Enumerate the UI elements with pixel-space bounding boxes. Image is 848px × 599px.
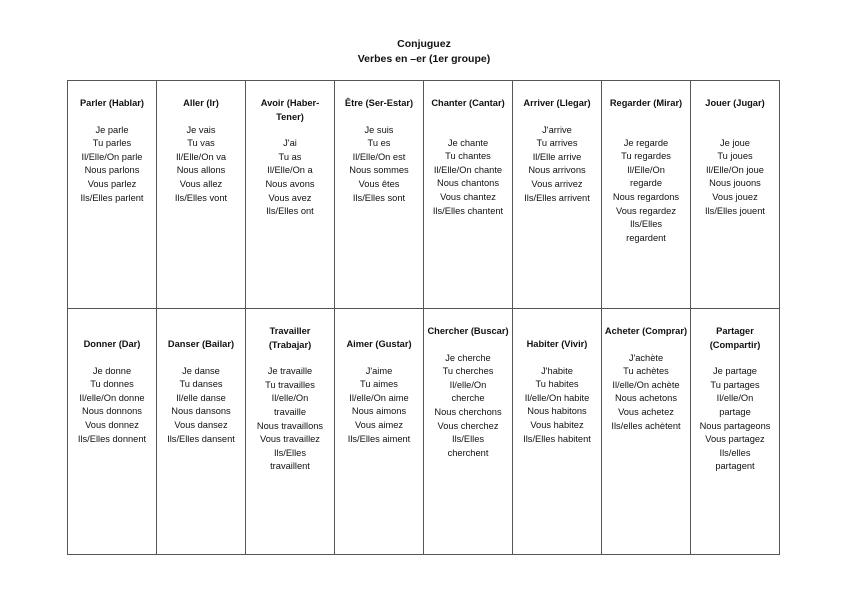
conjugation-form: Vous cherchez [437, 420, 499, 431]
verb-heading: Aller (Ir) [183, 98, 219, 108]
conjugation-form: Nous achetons [614, 393, 677, 404]
conjugation-form: Tu vas [187, 138, 215, 149]
conjugation-form: Il/elle/On aime [349, 392, 409, 403]
verb-cell [157, 81, 246, 309]
conjugation-form: Ils/elles partagent [715, 447, 755, 472]
verb-heading: Jouer (Jugar) [705, 98, 765, 108]
conjugation-form: Tu chantes [445, 151, 491, 162]
conjugation-form: Vous parlez [87, 178, 137, 189]
conjugation-form: Il/elle/On habite [524, 392, 590, 403]
conjugation-form: Nous parlons [84, 165, 140, 176]
conjugation-form: Je cherche [445, 352, 491, 363]
conjugation-form: Vous partagez [705, 434, 765, 445]
verb-cell [602, 309, 691, 555]
verb-heading: Parler (Hablar) [79, 98, 145, 108]
table-row [68, 309, 780, 555]
conjugation-form: Je donne [92, 365, 132, 376]
verb-heading: Danser (Bailar) [167, 339, 235, 349]
verb-heading: Arriver (Llegar) [523, 98, 591, 108]
conjugation-form: Ils/Elles travaillent [270, 447, 310, 472]
conjugation-form: Je regarde [623, 137, 669, 148]
conjugation-list [433, 137, 503, 219]
verb-cell [691, 81, 780, 309]
verb-cell [335, 81, 424, 309]
conjugation-form: Je suis [364, 124, 394, 135]
conjugation-form: Il/Elle/On a [267, 165, 313, 176]
conjugation-form: J'arrive [542, 124, 572, 135]
conjugation-form: Ils/Elles regardent [626, 219, 666, 243]
conjugation-table-body [68, 81, 780, 555]
verb-heading: Donner (Dar) [83, 339, 141, 349]
verb-heading: Partager (Compartir) [709, 326, 761, 350]
conjugation-form: Nous donnons [82, 406, 142, 417]
verb-cell [68, 81, 157, 309]
verb-cell [424, 81, 513, 309]
conjugation-form: Il/elle/On cherche [449, 379, 487, 404]
verb-cell [602, 81, 691, 309]
conjugation-form: Il/Elle/On regarde [627, 164, 665, 189]
conjugation-form: Vous regardez [616, 205, 676, 216]
conjugation-form: Tu habites [535, 379, 579, 390]
conjugation-form: Tu aimes [360, 379, 398, 390]
conjugation-list [265, 137, 314, 219]
conjugation-form: Il/Elle arrive [532, 151, 582, 162]
verb-heading: Être (Ser-Estar) [344, 98, 414, 108]
conjugation-form: Il/elle/On partage [716, 393, 754, 417]
conjugation-form: Vous arrivez [531, 178, 583, 189]
conjugation-form: Tu regardes [621, 151, 671, 162]
conjugation-form: Tu travailles [265, 379, 315, 390]
verb-cell [691, 309, 780, 555]
conjugation-form: Il/Elle/On parle [81, 151, 143, 162]
document-title [0, 37, 848, 67]
conjugation-form: Il/Elle/On chante [433, 164, 503, 175]
conjugation-list [80, 124, 143, 206]
conjugation-table [67, 80, 780, 555]
conjugation-form: Je danse [182, 365, 220, 376]
conjugation-form: Vous chantez [440, 191, 496, 202]
conjugation-form: Il/elle/On donne [79, 392, 145, 403]
conjugation-form: Nous dansons [171, 406, 231, 417]
conjugation-list [434, 352, 501, 461]
conjugation-form: Nous allons [176, 165, 226, 176]
conjugation-form: Ils/Elles chantent [432, 205, 504, 216]
conjugation-form: Nous regardons [612, 191, 680, 202]
conjugation-form: Il/elle/On travaille [271, 393, 309, 417]
verb-cell [68, 309, 157, 555]
conjugation-form: Tu danses [179, 379, 223, 390]
conjugation-form: Nous sommes [349, 165, 409, 176]
conjugation-form: Nous jouons [709, 178, 761, 189]
conjugation-form: Vous êtes [358, 178, 400, 189]
conjugation-list [257, 365, 323, 474]
verb-heading: Travailler (Trabajar) [268, 326, 312, 350]
subtitle-line: Verbes en –er (1er groupe) [357, 53, 491, 65]
conjugation-form: Je vais [186, 124, 216, 135]
verb-cell [246, 309, 335, 555]
conjugation-form: Vous donnez [85, 419, 139, 430]
conjugation-list [700, 365, 771, 474]
conjugation-form: Vous achetez [618, 406, 674, 417]
conjugation-form: Ils/Elles aiment [347, 433, 411, 444]
conjugation-list [524, 124, 590, 206]
conjugation-form: Il/Elle/On joue [706, 164, 764, 175]
conjugation-list [78, 365, 146, 447]
conjugation-form: Vous avez [268, 192, 312, 203]
conjugation-form: Vous allez [179, 178, 223, 189]
verb-cell [424, 309, 513, 555]
conjugation-form: Ils/Elles jouent [705, 205, 765, 216]
conjugation-form: Nous travaillons [256, 420, 324, 431]
conjugation-form: Il/elle/On achète [612, 379, 680, 390]
conjugation-form: Je travaille [267, 366, 313, 377]
conjugation-form: Ils/Elles arrivent [524, 192, 590, 203]
conjugation-form: Nous chantons [436, 178, 500, 189]
conjugation-form: Ils/Elles parlent [80, 192, 144, 203]
conjugation-form: J'habite [541, 365, 573, 376]
verb-cell [246, 81, 335, 309]
table-row [68, 81, 780, 309]
conjugation-form: Ils/Elles ont [266, 206, 314, 217]
conjugation-form: Vous habitez [530, 419, 584, 430]
conjugation-form: Tu donnes [90, 379, 134, 390]
conjugation-list [523, 365, 591, 447]
conjugation-form: Tu arrives [536, 138, 578, 149]
conjugation-form: Il/elle danse [176, 392, 226, 403]
conjugation-list [349, 124, 408, 206]
conjugation-form: Nous cherchons [434, 406, 502, 417]
verb-heading: Habiter (Vivir) [526, 339, 588, 349]
conjugation-form: Je joue [720, 137, 750, 148]
conjugation-form: Ils/elles achètent [611, 420, 681, 431]
conjugation-list [611, 352, 680, 434]
verb-heading: Acheter (Comprar) [604, 326, 688, 336]
conjugation-list [167, 365, 235, 447]
conjugation-form: Tu partages [710, 379, 760, 390]
verb-heading: Chercher (Buscar) [427, 326, 509, 336]
verb-heading: Avoir (Haber- Tener) [260, 98, 320, 122]
conjugation-form: Vous dansez [174, 419, 228, 430]
conjugation-form: Tu es [367, 138, 391, 149]
conjugation-form: Ils/Elles vont [174, 192, 228, 203]
conjugation-form: Vous aimez [354, 419, 404, 430]
conjugation-form: Tu achètes [623, 366, 669, 377]
conjugation-form: Ils/Elles cherchent [447, 434, 489, 458]
conjugation-form: Tu as [278, 151, 302, 162]
conjugation-form: Vous jouez [712, 191, 758, 202]
conjugation-form: Ils/Elles dansent [167, 433, 235, 444]
verb-heading: Chanter (Cantar) [431, 98, 505, 108]
verb-cell [513, 309, 602, 555]
conjugation-form: J'ai [283, 138, 297, 149]
conjugation-form: Tu cherches [442, 366, 494, 377]
conjugation-form: Tu parles [92, 138, 132, 149]
conjugation-form: Nous aimons [351, 406, 407, 417]
conjugation-form: Ils/Elles donnent [77, 433, 147, 444]
conjugation-form: Vous travaillez [260, 434, 320, 445]
conjugation-form: J'aime [365, 365, 393, 376]
conjugation-form: Nous arrivons [528, 165, 586, 176]
verb-cell [335, 309, 424, 555]
conjugation-list [348, 365, 411, 447]
title-line: Conjuguez [397, 38, 451, 50]
conjugation-form: Il/Elle/On est [352, 151, 406, 162]
conjugation-form: Nous habitons [527, 406, 587, 417]
conjugation-list [175, 124, 227, 206]
verb-heading: Aimer (Gustar) [346, 339, 412, 349]
conjugation-form: Ils/Elles habitent [523, 433, 591, 444]
conjugation-form: Il/Elle/On va [175, 151, 227, 162]
conjugation-list [613, 137, 679, 246]
verb-cell [513, 81, 602, 309]
conjugation-form: Nous partageons [699, 420, 771, 431]
conjugation-form: Ils/Elles sont [352, 192, 406, 203]
conjugation-form: Je partage [713, 366, 757, 377]
conjugation-form: Tu joues [717, 151, 753, 162]
verb-heading: Regarder (Mirar) [609, 98, 683, 108]
conjugation-list [705, 137, 765, 219]
conjugation-form: Je chante [447, 137, 489, 148]
conjugation-form: Nous avons [265, 178, 315, 189]
conjugation-form: Je parle [95, 124, 129, 135]
conjugation-form: J'achète [628, 352, 664, 363]
verb-cell [157, 309, 246, 555]
